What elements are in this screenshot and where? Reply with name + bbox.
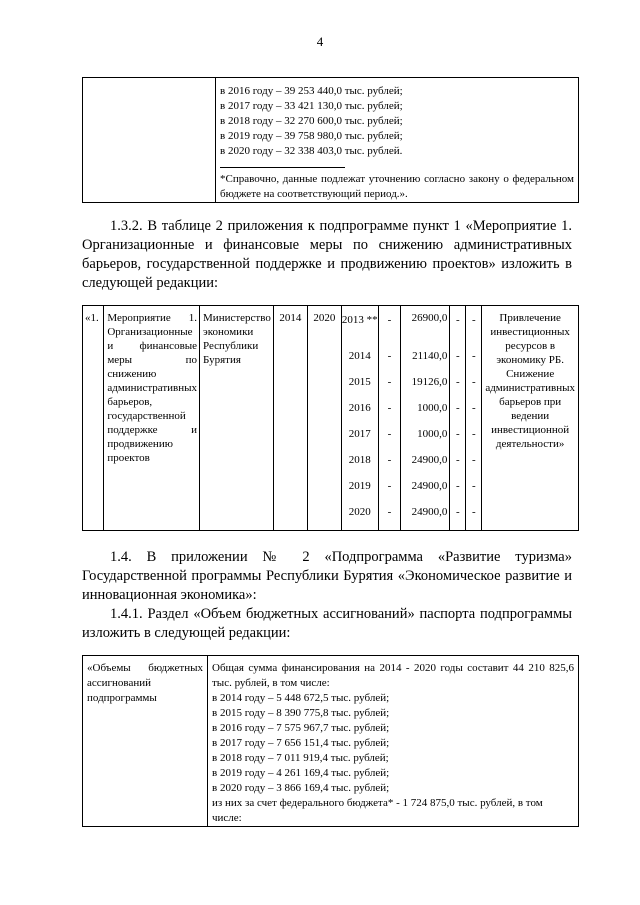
dash-cell: - [456, 350, 460, 362]
dash-cell: - [471, 314, 476, 326]
dash-cell: - [387, 480, 392, 492]
start-year: 2014 [273, 306, 307, 531]
dash-cell: - [456, 454, 460, 466]
dash-cell: - [471, 350, 476, 362]
budget-line: в 2020 году – 3 866 169,4 тыс. рублей; [212, 782, 390, 794]
value-cell: 19126,0 [411, 376, 448, 388]
year-cell: 2019 [348, 480, 371, 492]
value-cell: 24900,0 [411, 480, 448, 492]
footnote-separator [220, 167, 345, 168]
page-number: 4 [316, 34, 324, 49]
value-cell: 26900,0 [411, 312, 448, 324]
value-cell: 24900,0 [411, 454, 448, 466]
footnote: *Справочно, данные подлежат уточнению согласно закону о федеральном бюджете на соответствующий период.». [220, 173, 574, 200]
dash-cell: - [456, 428, 460, 440]
dash-cell: - [456, 314, 460, 326]
dash-cell: - [387, 376, 392, 388]
funding-line: в 2017 году – 33 421 130,0 тыс. рублей; [220, 100, 403, 112]
top-table-left-cell [83, 78, 216, 203]
paragraph-1-4-1: 1.4.1. Раздел «Объем бюджетных ассигнований» паспорта подпрограммы изложить в следующей редакции: [82, 606, 572, 641]
value-cell: 1000,0 [417, 402, 448, 414]
dash-column [378, 306, 401, 531]
budget-line: в 2015 году – 8 390 775,8 тыс. рублей; [212, 707, 390, 719]
event-name: Мероприятие 1. Организационные и финансовые меры по снижению административных барьеров, государственной поддержке и продвижению проектов [104, 306, 200, 531]
year-cell: 2018 [348, 454, 371, 466]
dash-cell: - [456, 506, 460, 518]
budget-table [82, 655, 579, 827]
dash-cell: - [471, 480, 476, 492]
expected-result: Привлечение инвестиционных ресурсов в экономику РБ. Снижение административных барьеров при ведении инвестиционной деятельности» [482, 306, 579, 531]
year-cell: 2020 [348, 506, 371, 518]
budget-line: в 2017 году – 7 656 151,4 тыс. рублей; [212, 737, 390, 749]
paragraph-1-4: 1.4. В приложении № 2 «Подпрограмма «Развитие туризма» Государственной программы Республики Бурятия «Экономическое развитие и инновационная экономика»: [82, 549, 572, 603]
dash-cell: - [456, 376, 460, 388]
years-column [341, 306, 378, 531]
value-cell: 24900,0 [411, 506, 448, 518]
dash-cell: - [456, 402, 460, 414]
dash-cell: - [471, 376, 476, 388]
end-year: 2020 [307, 306, 341, 531]
top-table [82, 77, 579, 203]
value-column [401, 306, 450, 531]
value-cell: 1000,0 [417, 428, 448, 440]
dash-cell: - [387, 454, 392, 466]
year-cell: 2017 [348, 428, 371, 440]
dash-column-b [466, 306, 482, 531]
budget-line: в 2019 году – 4 261 169,4 тыс. рублей; [212, 767, 390, 779]
dash-cell: - [387, 402, 392, 414]
funding-line: в 2019 году – 39 758 980,0 тыс. рублей; [220, 130, 403, 142]
dash-cell: - [456, 480, 460, 492]
budget-line: в 2018 году – 7 011 919,4 тыс. рублей; [212, 752, 389, 764]
year-cell: 2015 [348, 376, 371, 388]
dash-cell: - [387, 506, 392, 518]
year-cell: 2016 [348, 402, 371, 414]
budget-line: из них за счет федерального бюджета* - 1 724 875,0 тыс. рублей, в том числе: [212, 797, 543, 824]
year-cell: 2014 [348, 350, 371, 362]
dash-cell: - [387, 350, 392, 362]
budget-line: Общая сумма финансирования на 2014 - 2020 годы составит 44 210 825,6 тыс. рублей, в том числе: [212, 662, 574, 689]
executor: Министерство экономики Республики Бурятия [200, 306, 274, 531]
dash-cell: - [387, 428, 392, 440]
dash-cell: - [387, 314, 392, 326]
dash-cell: - [471, 506, 476, 518]
dash-column-a [450, 306, 466, 531]
measure-table [82, 305, 579, 531]
funding-line: в 2020 году – 32 338 403,0 тыс. рублей. [220, 145, 403, 157]
paragraph-1-3-2: 1.3.2. В таблице 2 приложения к подпрограмме пункт 1 «Мероприятие 1. Организационные и финансовые меры по снижению административных барьеров, государственной поддержке и продвижению проектов» изложить в следующей редакции: [82, 218, 572, 291]
budget-label: «Объемы бюджетных ассигнований подпрограммы [83, 656, 208, 827]
dash-cell: - [471, 454, 476, 466]
dash-cell: - [471, 428, 476, 440]
value-cell: 21140,0 [412, 350, 448, 362]
funding-line: в 2016 году – 39 253 440,0 тыс. рублей; [220, 85, 403, 97]
row-number: «1. [83, 306, 104, 531]
year-cell: 2013 ** [341, 314, 378, 326]
budget-line: в 2014 году – 5 448 672,5 тыс. рублей; [212, 692, 390, 704]
funding-line: в 2018 году – 32 270 600,0 тыс. рублей; [220, 115, 403, 127]
top-table-right-cell [216, 78, 579, 203]
budget-line: в 2016 году – 7 575 967,7 тыс. рублей; [212, 722, 390, 734]
dash-cell: - [471, 402, 476, 414]
budget-details [208, 656, 579, 827]
